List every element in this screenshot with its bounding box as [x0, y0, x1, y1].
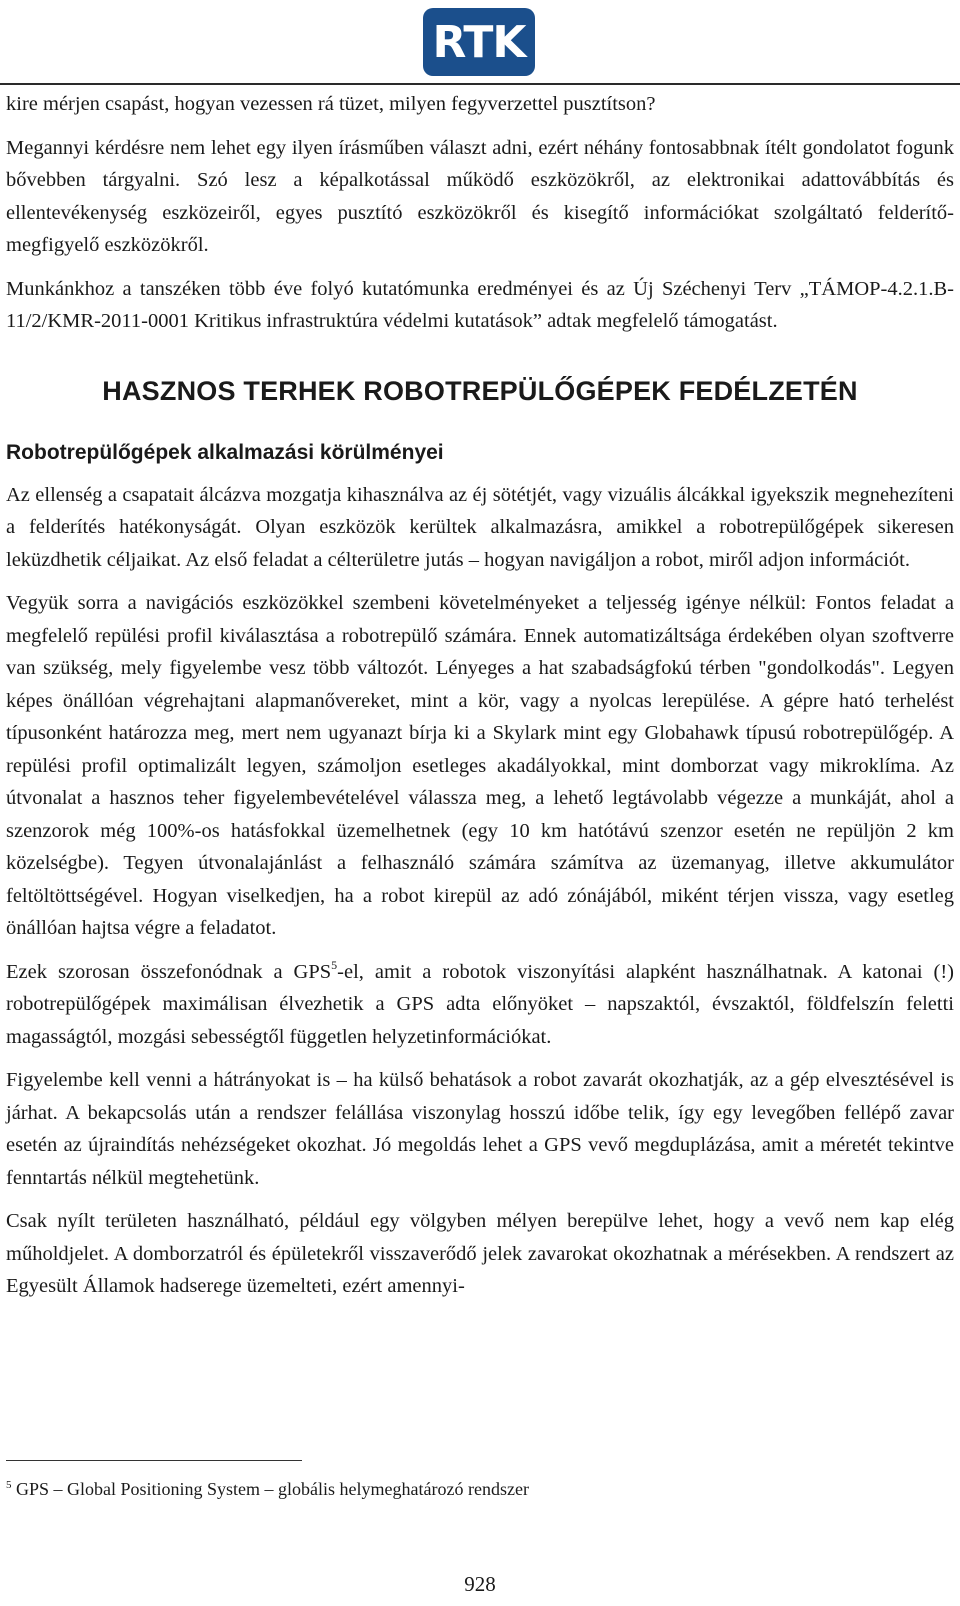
- gps-text-after: -el, amit a robotok viszonyítási alapként használhatnak. A katonai (!) robotrepülőgépek maximálisan élvezhetik a GPS adta előnyöket – napszaktól, évszaktól, földfelszín feletti magasságtól, mozgási sebességtől független helyzetinformációkat.: [6, 960, 954, 1048]
- header-divider: [0, 83, 960, 85]
- paragraph-intro-3: Munkánkhoz a tanszéken több éve folyó kutatómunka eredményei és az Új Széchenyi Terv „TÁMOP-4.2.1.B-11/2/KMR-2011-0001 Kritikus infrastruktúra védelmi kutatások” adtak megfelelő támogatást.: [6, 277, 954, 332]
- subsection-title: Robotrepülőgépek alkalmazási körülményei: [6, 440, 444, 464]
- page-header: [0, 0, 960, 86]
- paragraph-body-1: Az ellenség a csapatait álcázva mozgatja kihasználva az éj sötétjét, vagy vizuális álcákkal igyekszik megnehezíteni a felderítés hatékonyságát. Olyan eszközök kerültek alkalmazásra, amikkel a robotrepülőgépek sikeresen leküzdhetik céljaikat. Az első feladat a célterületre jutás – hogyan navigáljon a robot, miről adjon információt.: [6, 483, 954, 571]
- footnote: [6, 1476, 954, 1502]
- paragraph-body-2: Vegyük sorra a navigációs eszközökkel szembeni követelményeket a teljesség igénye nélkül: Fontos feladat a megfelelő repülési profil kiválasztása a robotrepülő számára. Ennek automatizáltsága érdekében olyan szoftverre van szükség, mely figyelembe vesz több változót. Lényeges a hat szabadságfokú térben "gondolkodás". Legyen képes önállóan végrehajtani alapmanővereket, mint a kör, vagy a nyolcas lerepülése. A gépre ható terhelést típusonként határozza meg, mert nem ugyanazt bírja ki a Skylark mint egy Globahawk típusú robotrepülőgép. A repülési profil optimalizált legyen, számoljon esetleges akadályokkal, mint domborzat vagy mikroklíma. Az útvonalat a hasznos teher figyelembevételével válassza meg, a lehető legtávolabb végezze a munkáját, ahol a szenzorok még 100%-os hatásfokkal üzemelhetnek (egy 10 km hatótávú szenzor esetén ne repüljön 2 km közelségbe). Tegyen útvonalajánlást a felhasználó számára számítva az üzemanyag, illetve akkumulátor feltöltöttségével. Hogyan viselkedjen, ha a robot kirepül az adó zónájából, miként térjen vissza, vagy esetleg önállóan hajtsa végre a feladatot.: [6, 592, 954, 939]
- gps-text-before: Ezek szorosan összefonódnak a GPS: [6, 960, 332, 983]
- paragraph-intro-1: kire mérjen csapást, hogyan vezessen rá tüzet, milyen fegyverzettel pusztítson?: [6, 93, 656, 115]
- rtk-logo: [423, 8, 535, 76]
- footnote-reference[interactable]: 5: [331, 957, 338, 972]
- page-number: 928: [464, 1572, 496, 1596]
- footnote-number: 5: [6, 1479, 12, 1491]
- document-body: [6, 88, 954, 1314]
- section-title: HASZNOS TERHEK ROBOTREPÜLŐGÉPEK FEDÉLZETÉN: [102, 375, 858, 406]
- paragraph-intro-2: Megannyi kérdésre nem lehet egy ilyen írásműben választ adni, ezért néhány fontosabbnak ítélt gondolatot fogunk bővebben tárgyalni. Szó lesz a képalkotással működő eszközökről, az elektronikai adattovábbítás és ellentevékenység eszközeiről, egyes pusztító eszközökről és kisegítő információkat szolgáltató felderítő-megfigyelő eszközökről.: [6, 136, 954, 256]
- paragraph-end-2: Csak nyílt területen használható, például egy völgyben mélyen berepülve lehet, hogy a vevő nem kap elég műholdjelet. A domborzatról és épületekről visszaverődő jelek zavarokat okozhatnak a mérésekben. A rendszert az Egyesült Államok hadserege üzemelteti, ezért amennyi-: [6, 1210, 954, 1297]
- logo-text: RTK: [432, 16, 526, 68]
- paragraph-gps: [6, 956, 954, 1054]
- footnote-text: GPS – Global Positioning System – globális helymeghatározó rendszer: [16, 1479, 529, 1499]
- footnote-divider: [6, 1460, 302, 1461]
- paragraph-end-1: Figyelembe kell venni a hátrányokat is – ha külső behatások a robot zavarát okozhatják, az a gép elvesztésével is járhat. A bekapcsolás után a rendszer felállása viszonylag hosszú időbe telik, így egy levegőben fellépő zavar esetén az újraindítás nehézségeket okozhat. Jó megoldás lehet a GPS vevő megduplázása, amit a méretét tekintve fenntartás nélkül megtehetünk.: [6, 1069, 954, 1189]
